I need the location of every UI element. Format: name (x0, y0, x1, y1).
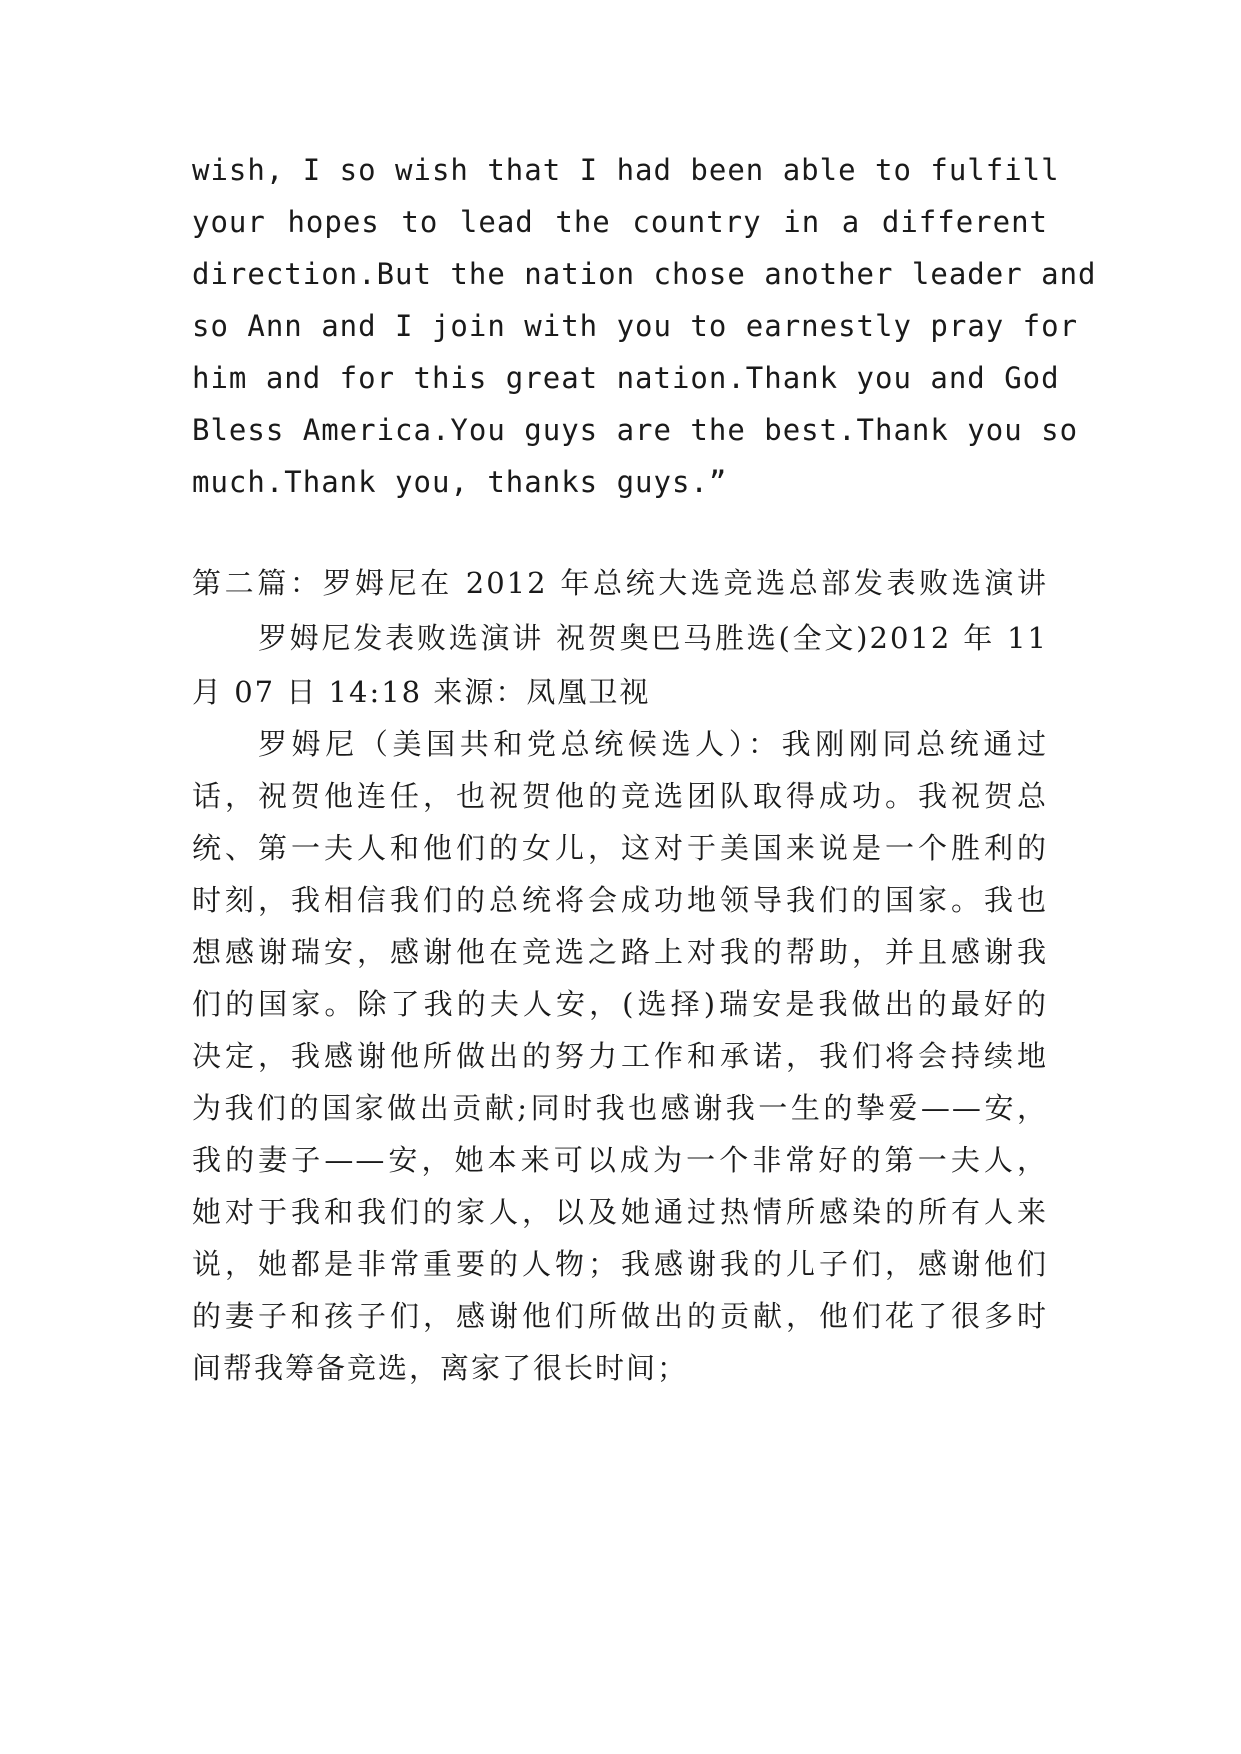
english-line-1: wish, I so wish that I had been able to fulfill (192, 153, 1060, 187)
english-line-5: him and for this great nation.Thank you and God (192, 361, 1060, 395)
english-line-2: your hopes to lead the country in a different (192, 205, 1048, 239)
section-heading: 第二篇：罗姆尼在 2012 年总统大选竞选总部发表败选演讲 (192, 566, 1048, 600)
article-subtitle-line-2: 月 07 日 14:18 来源：凤凰卫视 (192, 675, 651, 709)
body-line-6: 们的国家。除了我的夫人安，(选择)瑞安是我做出的最好的 (192, 987, 1048, 1021)
body-line-10: 她对于我和我们的家人，以及她通过热情所感染的所有人来 (192, 1195, 1048, 1229)
body-line-4: 时刻，我相信我们的总统将会成功地领导我们的国家。我也 (192, 883, 1048, 917)
body-line-7: 决定，我感谢他所做出的努力工作和承诺，我们将会持续地 (192, 1039, 1048, 1073)
body-line-1: 罗姆尼（美国共和党总统候选人）：我刚刚同总统通过 (258, 727, 1048, 761)
article-subtitle-line-1: 罗姆尼发表败选演讲 祝贺奥巴马胜选(全文)2012 年 11 (258, 621, 1048, 655)
body-line-12: 的妻子和孩子们，感谢他们所做出的贡献，他们花了很多时 (192, 1299, 1048, 1333)
english-line-4: so Ann and I join with you to earnestly pray for (192, 309, 1079, 343)
english-line-3: direction.But the nation chose another leader and (192, 257, 1097, 291)
body-line-8: 为我们的国家做出贡献;同时我也感谢我一生的挚爱——安， (192, 1091, 1048, 1125)
body-line-2: 话，祝贺他连任，也祝贺他的竞选团队取得成功。我祝贺总 (192, 779, 1048, 813)
body-line-13: 间帮我筹备竞选，离家了很长时间； (192, 1351, 689, 1385)
body-line-9: 我的妻子——安，她本来可以成为一个非常好的第一夫人， (192, 1143, 1048, 1177)
body-line-3: 统、第一夫人和他们的女儿，这对于美国来说是一个胜利的 (192, 831, 1048, 865)
english-line-6: Bless America.You guys are the best.Thank you so (192, 413, 1079, 447)
english-line-7: much.Thank you, thanks guys.” (192, 465, 728, 499)
body-line-11: 说，她都是非常重要的人物；我感谢我的儿子们，感谢他们 (192, 1247, 1048, 1281)
body-line-5: 想感谢瑞安，感谢他在竞选之路上对我的帮助，并且感谢我 (192, 935, 1048, 969)
